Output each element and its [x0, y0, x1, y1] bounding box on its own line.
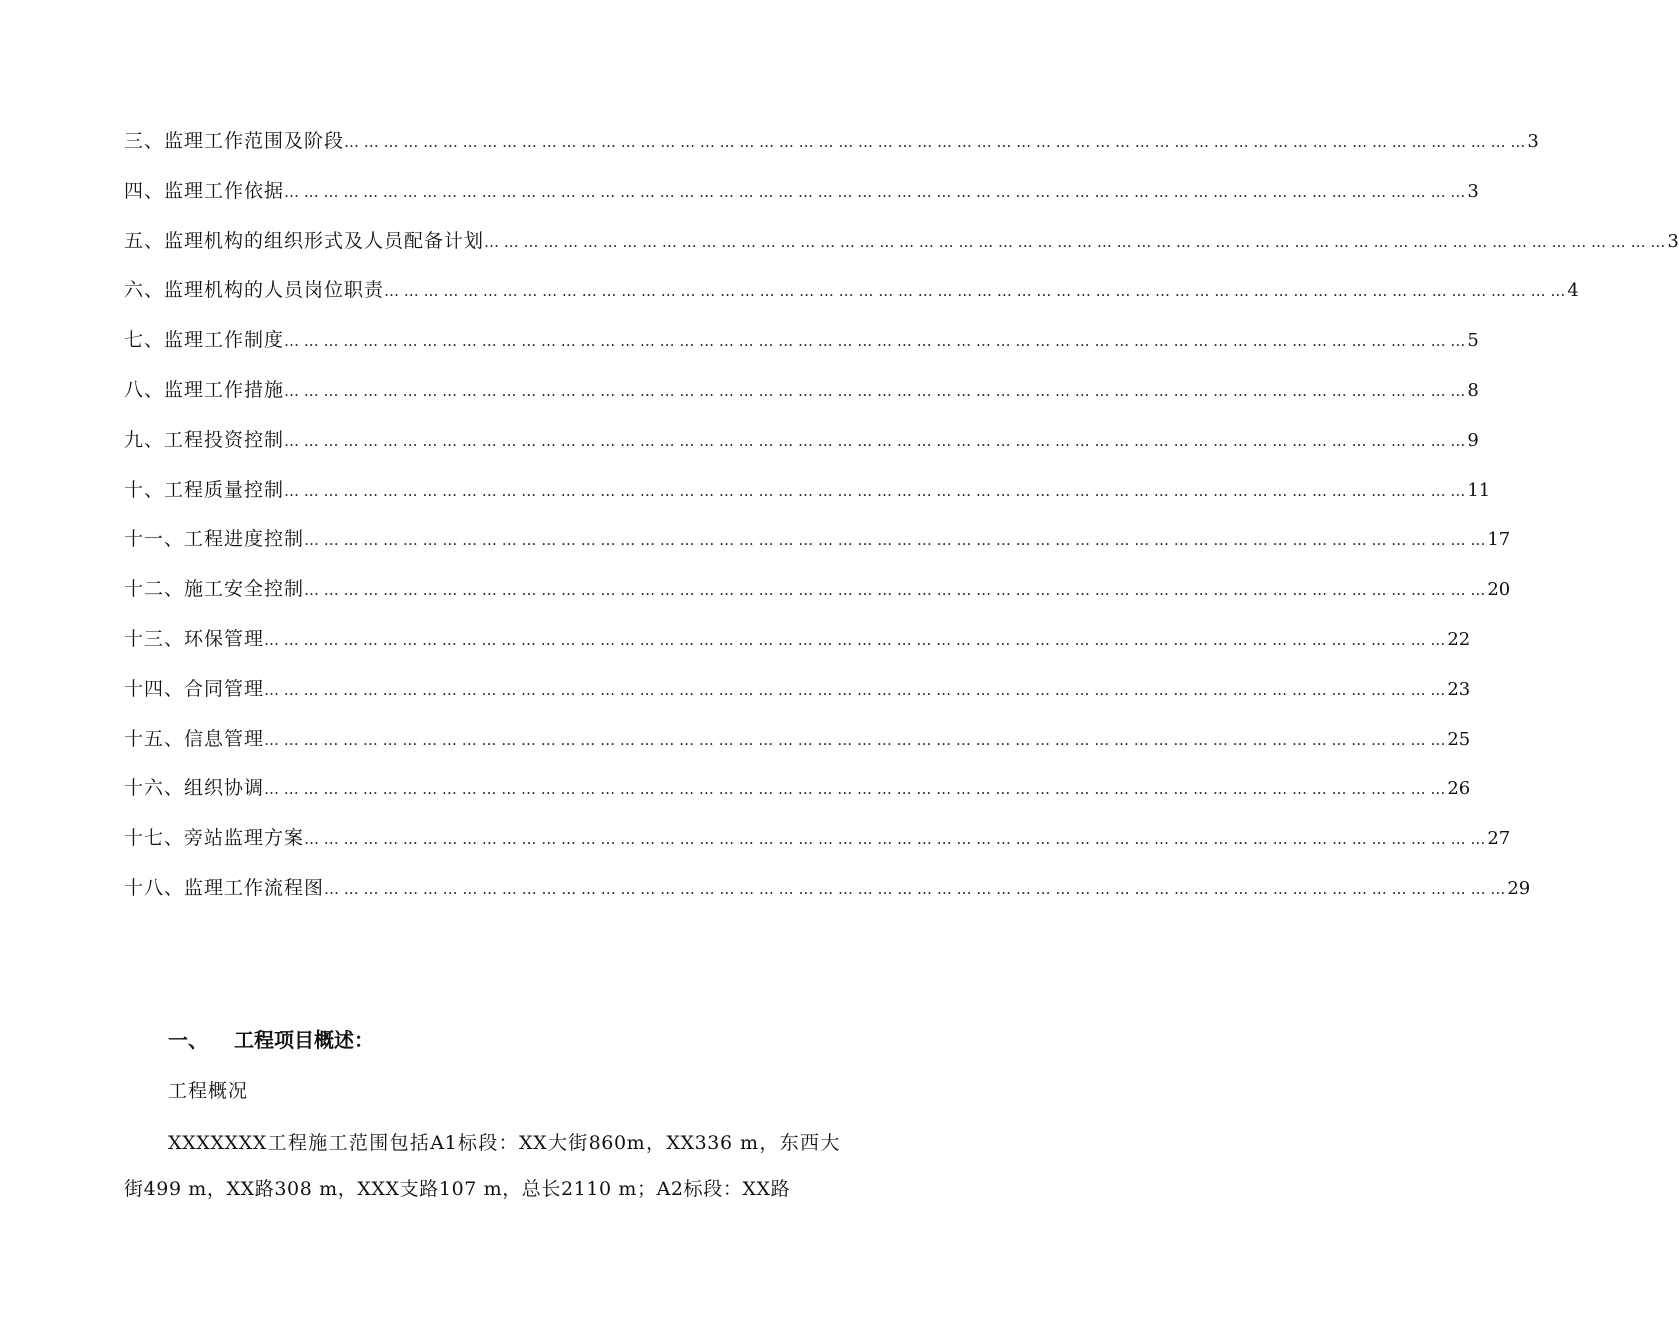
toc-entry-label: 七、监理工作制度: [124, 329, 285, 352]
toc-entry-page-number: 3: [1667, 230, 1679, 252]
toc-entry-page-number: 27: [1487, 828, 1511, 850]
toc-dot-leader: … … … … … … … … … … … … … … … … … … … … … … … … … … … … … … … … … … … … … … … … … … … … … … … … … … … … … … … … … … … …: [384, 282, 1566, 301]
toc-dot-leader: … … … … … … … … … … … … … … … … … … … … … … … … … … … … … … … … … … … … … … … … … … … … … … … … … … … … … … … … … … … …: [304, 531, 1486, 550]
toc-entry-label: 十七、旁站监理方案: [124, 827, 305, 850]
toc-entry-page-number: 26: [1447, 778, 1471, 800]
toc-dot-leader: … … … … … … … … … … … … … … … … … … … … … … … … … … … … … … … … … … … … … … … … … … … … … … … … … … … … … … … … … … … …: [284, 332, 1466, 351]
toc-entry-page-number: 9: [1467, 429, 1479, 451]
toc-entry-label: 十八、监理工作流程图: [124, 876, 325, 899]
toc-entry-page-number: 20: [1487, 579, 1511, 601]
toc-entry: [124, 773, 1471, 823]
toc-dot-leader: … … … … … … … … … … … … … … … … … … … … … … … … … … … … … … … … … … … … … … … … … … … … … … … … … … … … … … … … … … … …: [344, 133, 1526, 151]
section-heading: [168, 1024, 374, 1053]
toc-entry-label: 十、工程质量控制: [124, 478, 285, 501]
toc-dot-leader: … … … … … … … … … … … … … … … … … … … … … … … … … … … … … … … … … … … … … … … … … … … … … … … … … … … … … … … … … … … …: [284, 381, 1466, 400]
subheading: 工程概况: [168, 1080, 249, 1102]
toc-entry-label: 三、监理工作范围及阶段: [124, 130, 345, 152]
toc-entry-label: 六、监理机构的人员岗位职责: [124, 279, 385, 302]
toc-dot-leader: … … … … … … … … … … … … … … … … … … … … … … … … … … … … … … … … … … … … … … … … … … … … … … … … … … … … … … … … … … … …: [264, 680, 1446, 699]
toc-entry-page-number: 23: [1447, 678, 1471, 700]
toc-dot-leader: … … … … … … … … … … … … … … … … … … … … … … … … … … … … … … … … … … … … … … … … … … … … … … … … … … … … … … … … … … … …: [484, 232, 1666, 251]
toc-entry: [124, 524, 1511, 574]
toc-entry: [124, 475, 1491, 525]
toc-entry: [124, 724, 1471, 774]
body-paragraph: XXXXXXX工程施工范围包括A1标段：XX大街860m，XX336 m，东西大街499 m，XX路308 m，XXX支路107 m，总长2110 m；A2标段：XX路: [124, 1132, 840, 1200]
toc-entry-label: 十四、合同管理: [124, 677, 265, 700]
toc-dot-leader: … … … … … … … … … … … … … … … … … … … … … … … … … … … … … … … … … … … … … … … … … … … … … … … … … … … … … … … … … … … …: [284, 182, 1466, 201]
toc-entry-label: 十二、施工安全控制: [124, 578, 305, 601]
toc-entry-page-number: 22: [1447, 628, 1471, 650]
toc-entry: [124, 375, 1479, 425]
toc-entry-page-number: 8: [1467, 379, 1479, 401]
toc-entry: [124, 574, 1511, 624]
toc-entry: [124, 226, 1679, 276]
toc-entry: [124, 275, 1579, 325]
toc-entry: [124, 624, 1471, 674]
toc-dot-leader: … … … … … … … … … … … … … … … … … … … … … … … … … … … … … … … … … … … … … … … … … … … … … … … … … … … … … … … … … … … …: [264, 780, 1446, 799]
section-number: 一、: [168, 1028, 208, 1052]
toc-entry-page-number: 11: [1467, 479, 1491, 501]
toc-entry-page-number: 4: [1567, 280, 1579, 302]
table-of-contents: [124, 126, 1679, 923]
toc-entry-label: 十一、工程进度控制: [124, 528, 305, 551]
toc-dot-leader: … … … … … … … … … … … … … … … … … … … … … … … … … … … … … … … … … … … … … … … … … … … … … … … … … … … … … … … … … … … …: [324, 879, 1506, 898]
toc-entry-label: 八、监理工作措施: [124, 378, 285, 401]
toc-entry-page-number: 3: [1467, 180, 1479, 202]
toc-entry-label: 五、监理机构的组织形式及人员配备计划: [124, 229, 485, 252]
toc-dot-leader: … … … … … … … … … … … … … … … … … … … … … … … … … … … … … … … … … … … … … … … … … … … … … … … … … … … … … … … … … … … …: [304, 830, 1486, 849]
toc-dot-leader: … … … … … … … … … … … … … … … … … … … … … … … … … … … … … … … … … … … … … … … … … … … … … … … … … … … … … … … … … … … …: [264, 630, 1446, 649]
section-title: 工程项目概述：: [234, 1028, 374, 1052]
toc-entry-page-number: 5: [1467, 330, 1479, 352]
toc-entry: [124, 873, 1531, 923]
toc-entry-page-number: 25: [1447, 728, 1471, 750]
toc-dot-leader: … … … … … … … … … … … … … … … … … … … … … … … … … … … … … … … … … … … … … … … … … … … … … … … … … … … … … … … … … … … …: [284, 431, 1466, 450]
toc-entry-page-number: 3: [1527, 131, 1539, 152]
toc-entry-page-number: 29: [1507, 877, 1531, 899]
toc-entry: [124, 425, 1479, 475]
toc-entry: [124, 126, 1539, 176]
toc-entry: [124, 674, 1471, 724]
toc-entry-label: 十六、组织协调: [124, 777, 265, 800]
toc-entry: [124, 325, 1479, 375]
toc-entry-label: 四、监理工作依据: [124, 179, 285, 202]
toc-entry: [124, 176, 1479, 226]
toc-entry-label: 九、工程投资控制: [124, 428, 285, 451]
toc-dot-leader: … … … … … … … … … … … … … … … … … … … … … … … … … … … … … … … … … … … … … … … … … … … … … … … … … … … … … … … … … … … …: [264, 730, 1446, 749]
toc-entry-page-number: 17: [1487, 529, 1511, 551]
toc-dot-leader: … … … … … … … … … … … … … … … … … … … … … … … … … … … … … … … … … … … … … … … … … … … … … … … … … … … … … … … … … … … …: [304, 581, 1486, 600]
toc-dot-leader: … … … … … … … … … … … … … … … … … … … … … … … … … … … … … … … … … … … … … … … … … … … … … … … … … … … … … … … … … … … …: [284, 481, 1466, 500]
toc-entry-label: 十五、信息管理: [124, 727, 265, 750]
toc-entry: [124, 823, 1511, 873]
toc-entry-label: 十三、环保管理: [124, 627, 265, 650]
